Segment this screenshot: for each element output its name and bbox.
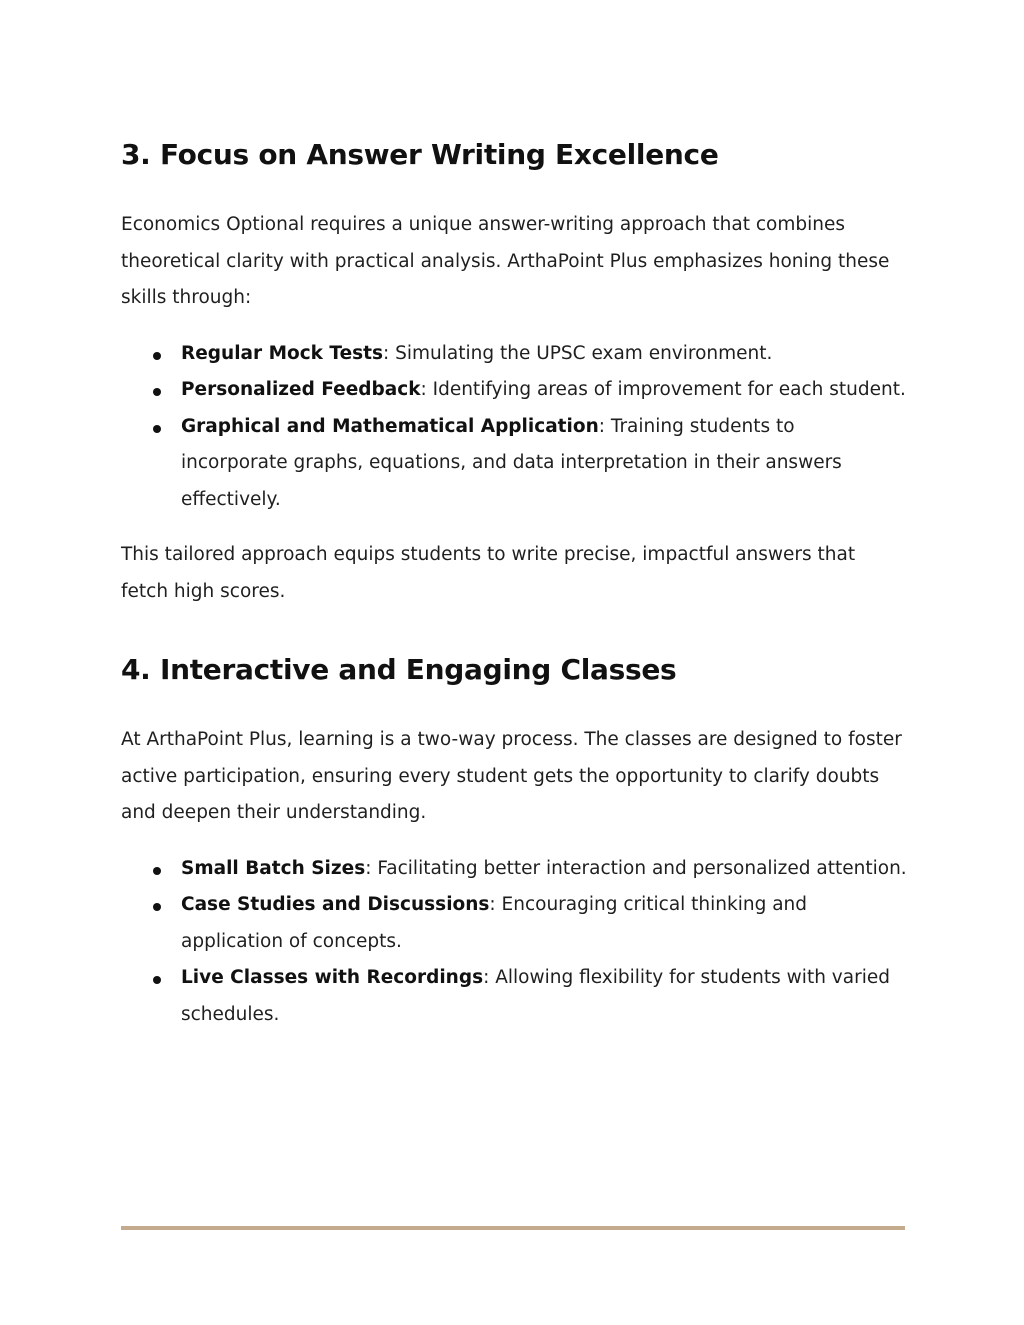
section-heading: 4. Interactive and Engaging Classes bbox=[121, 653, 677, 686]
list-item-term: Live Classes with Recordings bbox=[181, 967, 484, 988]
list-item bbox=[121, 887, 907, 960]
section-intro-paragraph: Economics Optional requires a unique answer-writing approach that combines theoretical clarity with practical analysis. ArthaPoint Plus emphasizes honing these skills through: bbox=[121, 214, 890, 308]
section-heading: 3. Focus on Answer Writing Excellence bbox=[121, 138, 719, 171]
list-item-text: : Allowing flexibility for students with varied schedules. bbox=[181, 967, 890, 1025]
list-item-term: Small Batch Sizes bbox=[181, 857, 366, 879]
list-item-term: Regular Mock Tests bbox=[181, 342, 384, 364]
list-item-term: Graphical and Mathematical Application bbox=[181, 415, 599, 437]
bullet-icon bbox=[153, 867, 161, 875]
list-item-text: : Encouraging critical thinking and application of concepts. bbox=[181, 894, 808, 952]
list-item-text: : Identifying areas of improvement for each student. bbox=[420, 379, 906, 400]
section-intro-paragraph: At ArthaPoint Plus, learning is a two-way process. The classes are designed to foster active participation, ensuring every student gets the opportunity to clarify doubts and deepen their understanding. bbox=[121, 729, 902, 823]
bullet-icon bbox=[153, 903, 161, 911]
list-item bbox=[121, 960, 907, 1033]
list-item bbox=[121, 851, 907, 888]
list-item-text: : Simulating the UPSC exam environment. bbox=[383, 342, 773, 364]
section-interactive-classes bbox=[121, 648, 907, 1052]
bullet-icon bbox=[153, 976, 161, 984]
bullet-list bbox=[121, 851, 907, 1034]
list-item-term: Personalized Feedback bbox=[181, 379, 421, 400]
section-answer-writing bbox=[121, 133, 907, 610]
list-item-term: Case Studies and Discussions bbox=[181, 894, 490, 915]
bullet-icon bbox=[153, 352, 161, 360]
footer-divider bbox=[121, 1226, 905, 1230]
list-item bbox=[121, 336, 907, 373]
list-item-text: : Facilitating better interaction and personalized attention. bbox=[365, 857, 907, 879]
bullet-list bbox=[121, 336, 907, 519]
list-item-text: : Training students to incorporate graphs, equations, and data interpretation in their answers effectively. bbox=[181, 415, 842, 510]
bullet-icon bbox=[153, 425, 161, 433]
list-item bbox=[121, 372, 907, 409]
bullet-icon bbox=[153, 388, 161, 396]
list-item bbox=[121, 409, 907, 519]
section-outro-paragraph: This tailored approach equips students to write precise, impactful answers that fetch high scores. bbox=[121, 544, 856, 602]
